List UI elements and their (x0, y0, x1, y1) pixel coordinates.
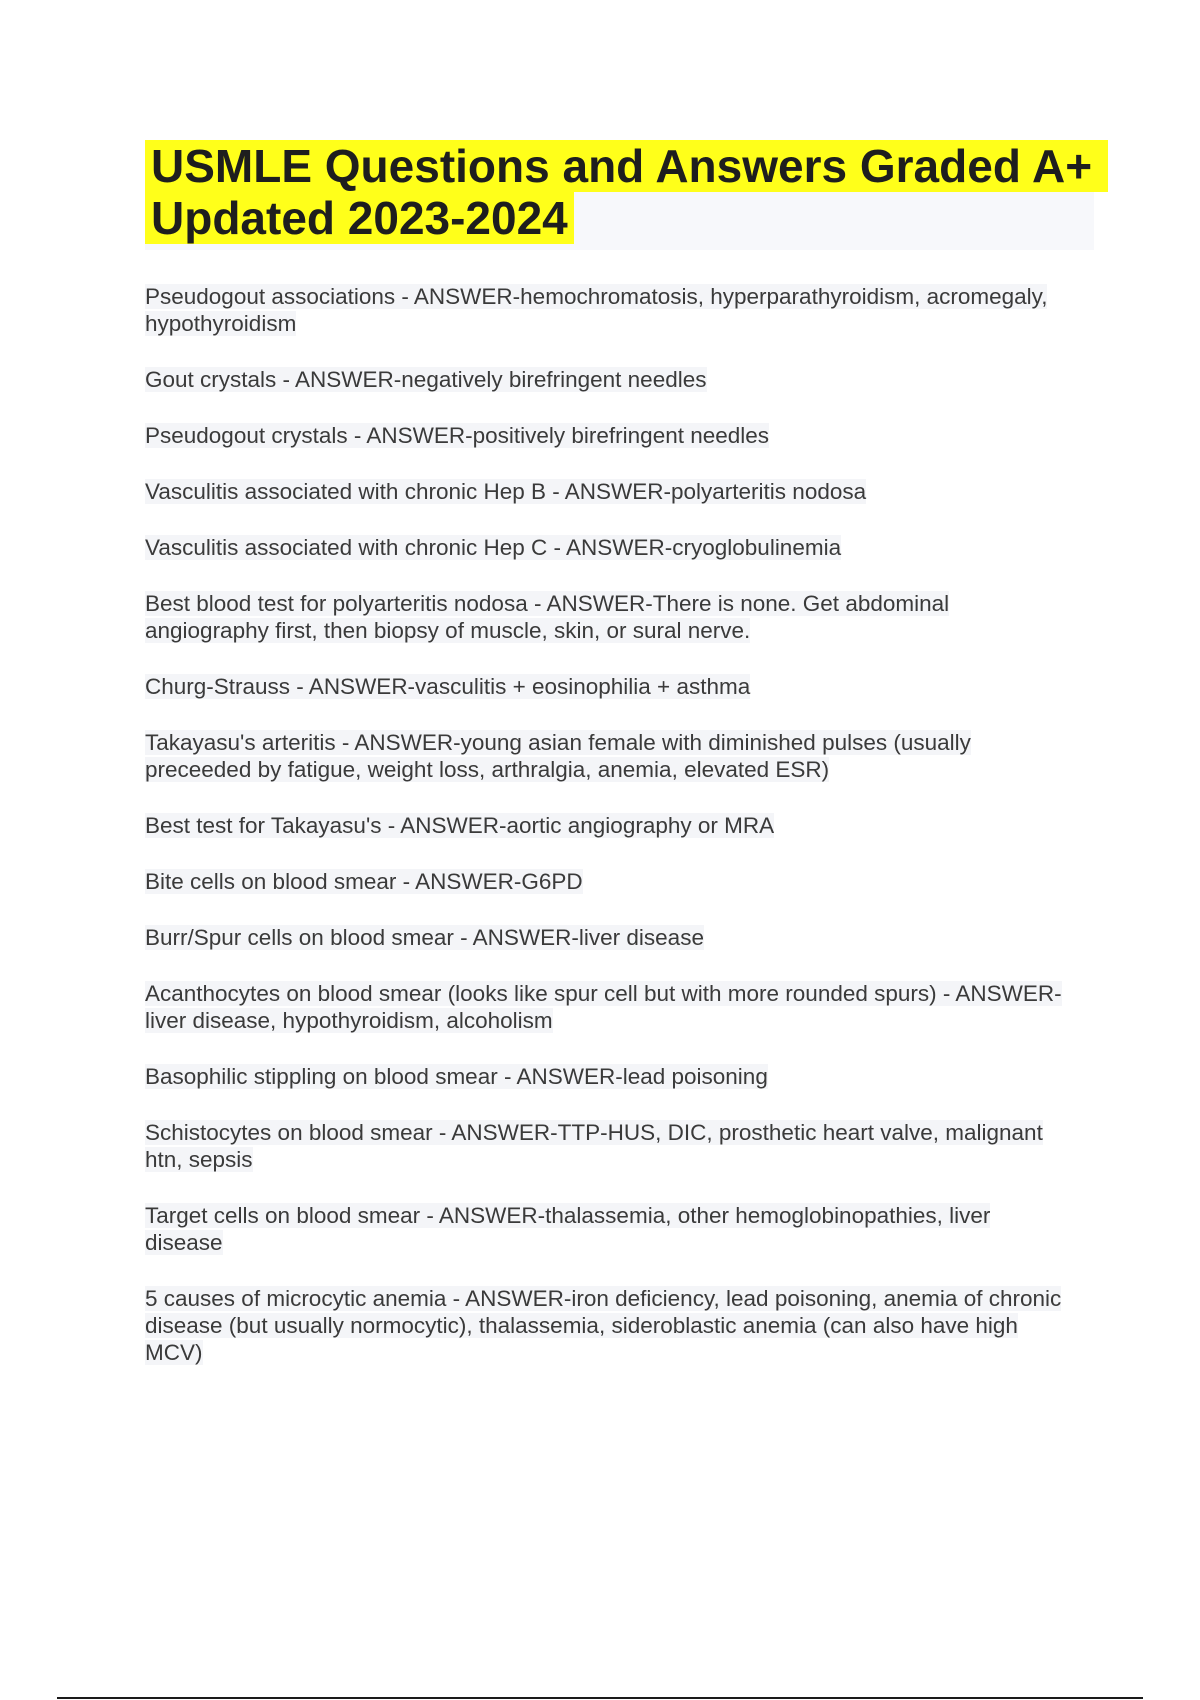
qa-entry (145, 868, 1065, 895)
qa-entry-text: Takayasu's arteritis - ANSWER-young asian female with diminished pulses (usually preceeded by fatigue, weight loss, arthralgia, anemia, elevated ESR) (145, 730, 971, 782)
qa-entry-text: Target cells on blood smear - ANSWER-thalassemia, other hemoglobinopathies, liver disease (145, 1203, 991, 1255)
qa-entry-text: Bite cells on blood smear - ANSWER-G6PD (145, 869, 583, 894)
qa-entry-text: Vasculitis associated with chronic Hep C - ANSWER-cryoglobulinemia (145, 535, 842, 560)
footer-divider (57, 1697, 1143, 1699)
qa-entry (145, 673, 1065, 700)
qa-entry (145, 478, 1065, 505)
qa-list (145, 283, 1065, 1395)
qa-entry (145, 924, 1065, 951)
qa-entry (145, 1202, 1065, 1256)
qa-entry-text: Gout crystals - ANSWER-negatively birefringent needles (145, 367, 707, 392)
qa-entry (145, 366, 1065, 393)
qa-entry (145, 1119, 1065, 1173)
qa-entry-text: Pseudogout crystals - ANSWER-positively birefringent needles (145, 423, 770, 448)
qa-entry-text: Schistocytes on blood smear - ANSWER-TTP-HUS, DIC, prosthetic heart valve, malignant htn, sepsis (145, 1120, 1043, 1172)
document-title (145, 140, 1094, 250)
qa-entry (145, 590, 1065, 644)
qa-entry-text: Basophilic stippling on blood smear - ANSWER-lead poisoning (145, 1064, 768, 1089)
qa-entry-text: Acanthocytes on blood smear (looks like spur cell but with more rounded spurs) - ANSWER-liver disease, hypothyroidism, alcoholism (145, 981, 1062, 1033)
qa-entry (145, 1285, 1065, 1366)
qa-entry-text: Vasculitis associated with chronic Hep B - ANSWER-polyarteritis nodosa (145, 479, 867, 504)
qa-entry (145, 422, 1065, 449)
qa-entry-text: 5 causes of microcytic anemia - ANSWER-iron deficiency, lead poisoning, anemia of chronic disease (but usually normocytic), thalassemia, sideroblastic anemia (can also have high MCV) (145, 1286, 1062, 1365)
qa-entry-text: Burr/Spur cells on blood smear - ANSWER-liver disease (145, 925, 704, 950)
qa-entry-text: Churg-Strauss - ANSWER-vasculitis + eosinophilia + asthma (145, 674, 751, 699)
qa-entry (145, 812, 1065, 839)
qa-entry (145, 534, 1065, 561)
qa-entry (145, 1063, 1065, 1090)
qa-entry-text: Best blood test for polyarteritis nodosa - ANSWER-There is none. Get abdominal angiography first, then biopsy of muscle, skin, or sural nerve. (145, 591, 950, 643)
title-line-2: Updated 2023-2024 (145, 192, 574, 244)
qa-entry-text: Pseudogout associations - ANSWER-hemochromatosis, hyperparathyroidism, acromegaly, hypothyroidism (145, 284, 1048, 336)
qa-entry (145, 729, 1065, 783)
qa-entry (145, 980, 1065, 1034)
qa-entry-text: Best test for Takayasu's - ANSWER-aortic angiography or MRA (145, 813, 775, 838)
qa-entry (145, 283, 1065, 337)
title-line-1: USMLE Questions and Answers Graded A+ (145, 140, 1108, 192)
